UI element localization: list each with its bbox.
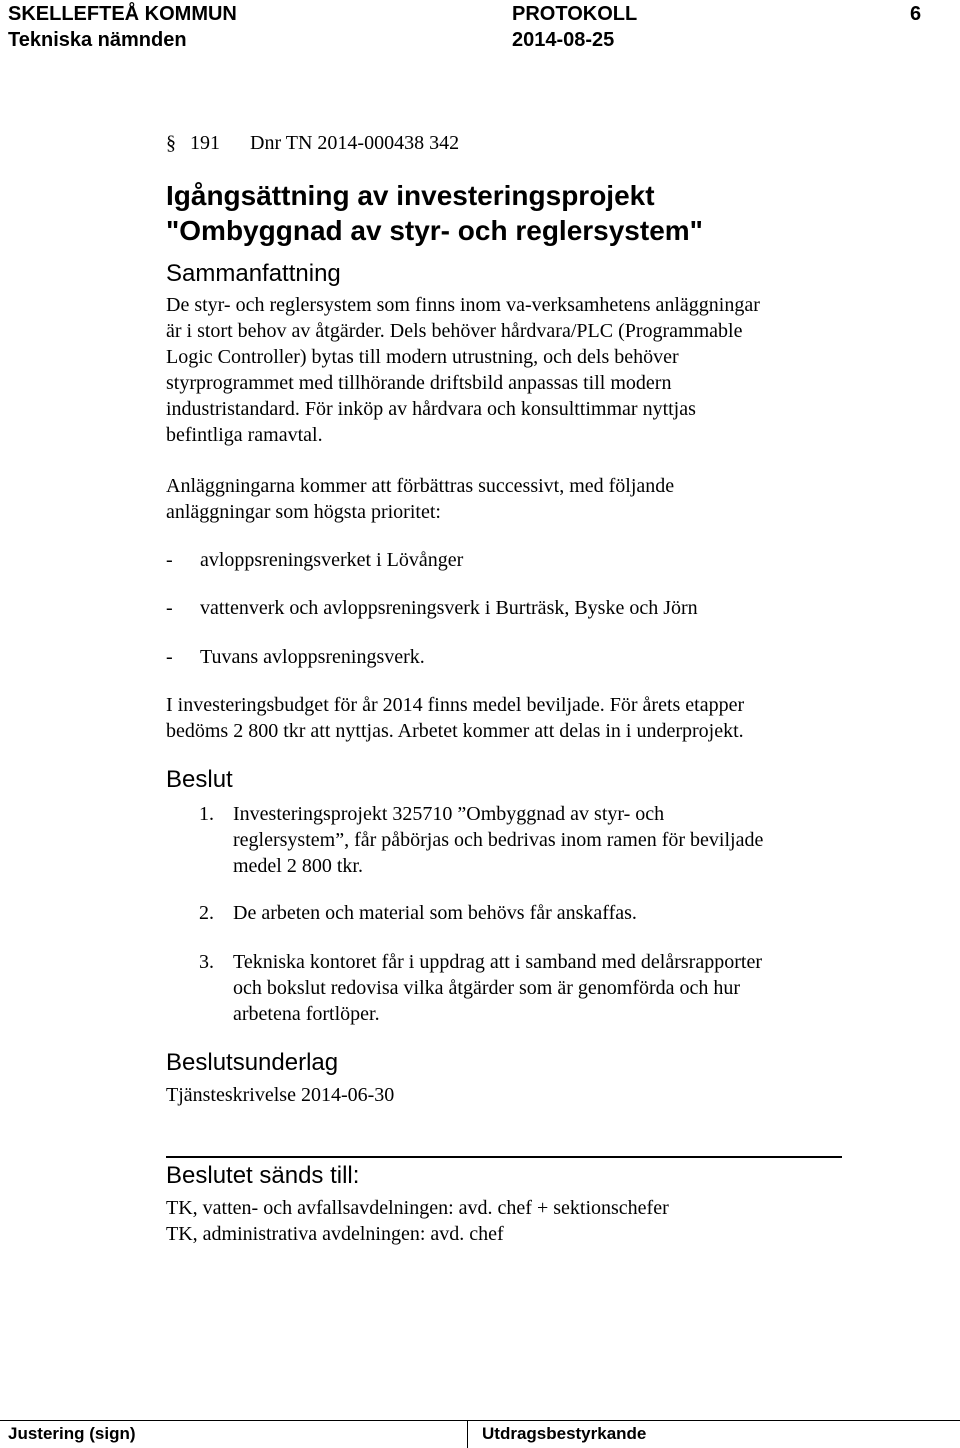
page-number: 6 — [910, 3, 922, 25]
bullet-text: vattenverk och avloppsreningsverk i Burträsk, Byske och Jörn — [200, 597, 698, 619]
decision-item — [199, 900, 939, 926]
text-line: arbetena fortlöper. — [233, 1003, 380, 1025]
paragraph-symbol: § — [166, 132, 176, 154]
section-line — [166, 130, 459, 156]
decision-item — [199, 801, 939, 879]
section-number: 191 — [190, 132, 220, 154]
decision-number: 3. — [199, 951, 214, 973]
title-line: Igångsättning av investeringsprojekt — [166, 180, 655, 211]
summary-heading: Sammanfattning — [166, 260, 341, 287]
doc-type: PROTOKOLL — [512, 3, 638, 25]
text-line: är i stort behov av åtgärder. Dels behöver hårdvara/PLC (Programmable — [166, 320, 743, 342]
footer-divider — [467, 1421, 468, 1448]
footer-signature-label: Justering (sign) — [8, 1424, 136, 1443]
text-line: Anläggningarna kommer att förbättras successivt, med följande — [166, 475, 675, 497]
decision-number: 1. — [199, 803, 214, 825]
decision-item — [199, 949, 939, 1027]
summary-paragraph-2 — [166, 473, 926, 525]
meeting-date: 2014-08-25 — [512, 29, 615, 51]
text-line: Investeringsprojekt 325710 ”Ombyggnad av styr- och — [233, 803, 665, 825]
bullet-marker: - — [166, 646, 173, 668]
text-line: I investeringsbudget för år 2014 finns medel beviljade. För årets etapper — [166, 694, 745, 716]
bullet-item — [166, 644, 926, 670]
page-title — [166, 178, 703, 248]
bullet-text: Tuvans avloppsreningsverk. — [200, 646, 425, 668]
decision-heading: Beslut — [166, 766, 233, 793]
distribution-line: TK, vatten- och avfallsavdelningen: avd. chef + sektionschefer — [166, 1197, 669, 1219]
footer-certification-label: Utdragsbestyrkande — [482, 1424, 647, 1443]
text-line: anläggningar som högsta prioritet: — [166, 501, 441, 523]
text-line: styrprogrammet med tillhörande driftsbild anpassas till modern — [166, 372, 672, 394]
text-line: Logic Controller) bytas till modern utrustning, och dels behöver — [166, 346, 679, 368]
text-line: De styr- och reglersystem som finns inom va-verksamhetens anläggningar — [166, 294, 760, 316]
text-line: Tekniska kontoret får i uppdrag att i samband med delårsrapporter — [233, 951, 762, 973]
text-line: industristandard. För inköp av hårdvara och konsulttimmar nyttjas — [166, 398, 696, 420]
title-line: "Ombyggnad av styr- och reglersystem" — [166, 215, 703, 246]
basis-heading: Beslutsunderlag — [166, 1049, 339, 1076]
divider — [166, 1156, 842, 1158]
text-line: reglersystem”, får påbörjas och bedrivas inom ramen för beviljade — [233, 829, 764, 851]
bullet-text: avloppsreningsverket i Lövånger — [200, 549, 464, 571]
summary-paragraph-1 — [166, 292, 926, 448]
bullet-marker: - — [166, 549, 173, 571]
decision-number: 2. — [199, 902, 214, 924]
committee-name: Tekniska nämnden — [8, 29, 187, 51]
text-line: befintliga ramavtal. — [166, 424, 323, 446]
text-line: De arbeten och material som behövs får anskaffas. — [233, 902, 637, 924]
text-line: och bokslut redovisa vilka åtgärder som är genomförda och hur — [233, 977, 741, 999]
distribution-list — [166, 1195, 926, 1247]
diary-number: Dnr TN 2014-000438 342 — [250, 132, 460, 154]
bullet-item — [166, 547, 926, 573]
distribution-heading: Beslutet sänds till: — [166, 1162, 360, 1189]
summary-paragraph-3 — [166, 692, 936, 744]
basis-item: Tjänsteskrivelse 2014-06-30 — [166, 1084, 395, 1106]
text-line: medel 2 800 tkr. — [233, 855, 363, 877]
bullet-item — [166, 595, 926, 621]
bullet-marker: - — [166, 597, 173, 619]
page-footer — [0, 1420, 960, 1448]
distribution-line: TK, administrativa avdelningen: avd. chef — [166, 1223, 504, 1245]
org-name: SKELLEFTEÅ KOMMUN — [8, 3, 237, 25]
text-line: bedöms 2 800 tkr att nyttjas. Arbetet kommer att delas in i underprojekt. — [166, 720, 744, 742]
